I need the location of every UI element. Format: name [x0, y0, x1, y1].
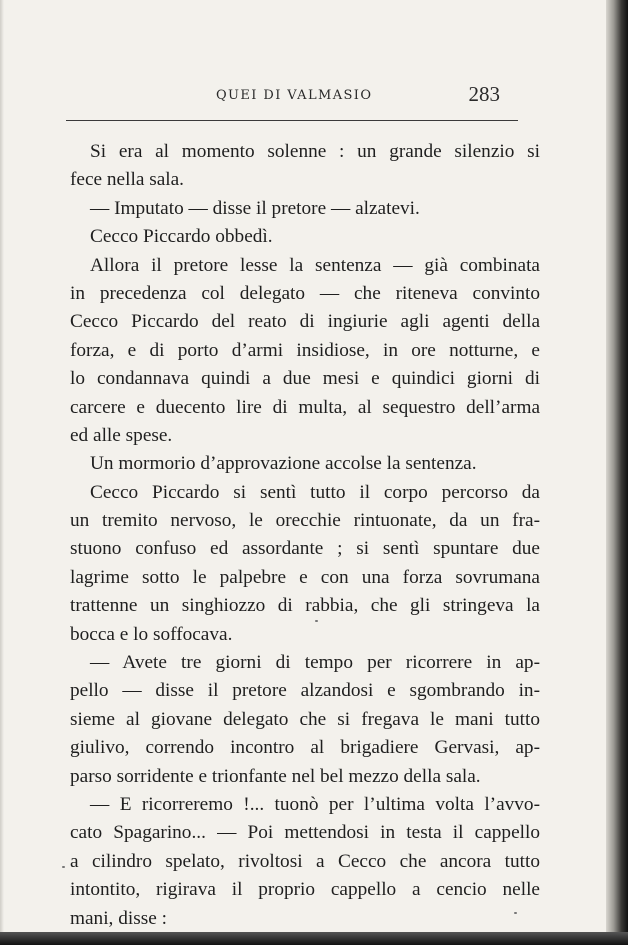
text-line: lagrime sotto le palpebre e con una forza sovrumana	[70, 566, 540, 588]
ink-speck	[315, 620, 318, 622]
text-line: giulivo, correndo incontro al brigadiere Gervasi, ap-	[70, 737, 540, 759]
text-line: — E ricorreremo !... tuonò per l’ultima volta l’avvo-	[90, 793, 540, 815]
text-line: in precedenza col delegato — che riteneva convinto	[70, 282, 540, 304]
page-left-edge	[0, 0, 4, 932]
text-line: — Avete tre giorni di tempo per ricorrere in ap-	[90, 652, 540, 674]
text-line: trattenne un singhiozzo di rabbia, che gli stringeva la	[70, 595, 540, 617]
text-line: ed alle spese.	[70, 424, 173, 446]
ink-speck	[514, 912, 517, 914]
text-line: cato Spagarino... — Poi mettendosi in testa il cappello	[70, 822, 540, 844]
text-line: lo condannava quindi a due mesi e quindici giorni di	[70, 368, 540, 390]
text-line: — Imputato — disse il pretore — alzatevi.	[90, 197, 420, 219]
text-line: intontito, rigirava il proprio cappello a cencio nelle	[70, 879, 540, 901]
text-line: Cecco Piccardo del reato di ingiurie agli agenti della	[70, 311, 540, 333]
text-line: carcere e duecento lire di multa, al sequestro dell’arma	[70, 396, 540, 418]
text-line: a cilindro spelato, rivoltosi a Cecco che ancora tutto	[70, 850, 540, 872]
text-line: stuono confuso ed assordante ; si sentì spuntare due	[70, 538, 540, 560]
page-header	[66, 82, 518, 114]
text-line: Cecco Piccardo si sentì tutto il corpo percorso da	[90, 481, 540, 503]
book-spine-shadow	[606, 0, 628, 945]
text-line: mani, disse :	[70, 907, 167, 929]
text-line: Allora il pretore lesse la sentenza — già combinata	[90, 254, 540, 276]
text-line: forza, e di porto d’armi insidiose, in ore notturne, e	[70, 339, 540, 361]
text-line: sieme al giovane delegato che si fregava le mani tutto	[70, 708, 540, 730]
text-line: parso sorridente e trionfante nel bel mezzo della sala.	[70, 765, 481, 787]
text-line: Si era al momento solenne : un grande silenzio si	[90, 141, 540, 162]
text-line: Cecco Piccardo obbedì.	[90, 226, 273, 248]
page-number: 283	[468, 82, 500, 106]
text-line: fece nella sala.	[70, 169, 185, 191]
running-title: QUEI DI VALMASIO	[216, 88, 373, 103]
ink-speck	[62, 866, 65, 868]
body-text	[70, 138, 540, 932]
text-line: bocca e lo soffocava.	[70, 623, 233, 645]
header-rule	[66, 120, 518, 121]
text-line: un tremito nervoso, le orecchie rintuonate, da un fra-	[70, 510, 540, 532]
text-line: Un mormorio d’approvazione accolse la sentenza.	[90, 453, 477, 475]
text-line: pello — disse il pretore alzandosi e sgombrando in-	[70, 680, 540, 702]
book-bottom-edge	[0, 932, 628, 945]
